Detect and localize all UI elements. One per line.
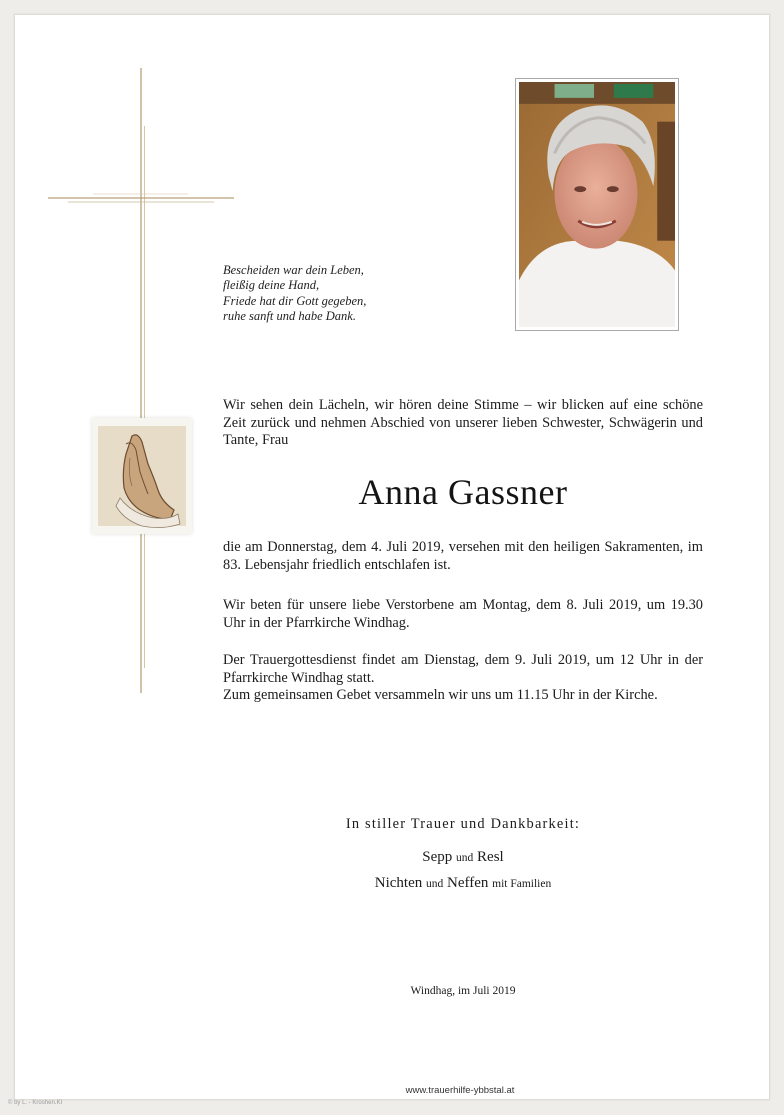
cross-icon xyxy=(48,68,234,693)
family-joiner: und xyxy=(426,878,444,890)
death-notice-text: die am Donnerstag, dem 4. Juli 2019, versehen mit den heiligen Sakramenten, im 83. Lebensjahr friedlich entschlafen ist. xyxy=(223,539,703,573)
family-line-2 xyxy=(223,873,703,894)
praying-hands-image xyxy=(92,418,192,534)
family-name: Resl xyxy=(477,849,504,865)
poem xyxy=(223,263,463,324)
praying-hands-icon xyxy=(92,418,192,534)
gathering-info-text: Zum gemeinsamen Gebet versammeln wir uns um 11.15 Uhr in der Kirche. xyxy=(223,687,658,704)
intro-text: Wir sehen dein Lächeln, wir hören deine Stimme – wir blicken auf eine schöne Zeit zurück und nehmen Abschied von unserer lieben Schwester, Schwägerin und Tante, Frau xyxy=(223,397,703,449)
service-info xyxy=(223,652,703,705)
family-joiner: und xyxy=(456,852,474,864)
copyright-note: © by L. - Kroshen.KI xyxy=(8,1100,63,1106)
prayer-info-text: Wir beten für unsere liebe Verstorbene am Montag, dem 8. Juli 2019, um 19.30 Uhr in der Pfarrkirche Windhag. xyxy=(223,597,703,631)
place-date: Windhag, im Juli 2019 xyxy=(410,985,516,997)
portrait-photo-image xyxy=(519,82,675,327)
poem-line: fleißig deine Hand, xyxy=(223,278,320,293)
poem-line: Friede hat dir Gott gegeben, xyxy=(223,293,367,308)
family-name: Neffen xyxy=(447,875,489,891)
family-suffix: mit Familien xyxy=(492,878,552,890)
deceased-name: Anna Gassner xyxy=(358,472,568,512)
footer-url[interactable]: www.trauerhilfe-ybbstal.at xyxy=(405,1085,515,1096)
family-name: Sepp xyxy=(422,849,453,865)
closing-line: In stiller Trauer und Dankbarkeit: xyxy=(345,816,581,832)
poem-line: Bescheiden war dein Leben, xyxy=(223,263,364,277)
family-name: Nichten xyxy=(374,875,423,891)
service-info-text: Der Trauergottesdienst findet am Dienstag, dem 9. Juli 2019, um 12 Uhr in der Pfarrkirche Windhag statt. xyxy=(223,652,703,686)
portrait-photo xyxy=(515,78,679,331)
poem-line: ruhe sanft und habe Dank. xyxy=(223,308,356,323)
family-line-1 xyxy=(223,847,703,868)
